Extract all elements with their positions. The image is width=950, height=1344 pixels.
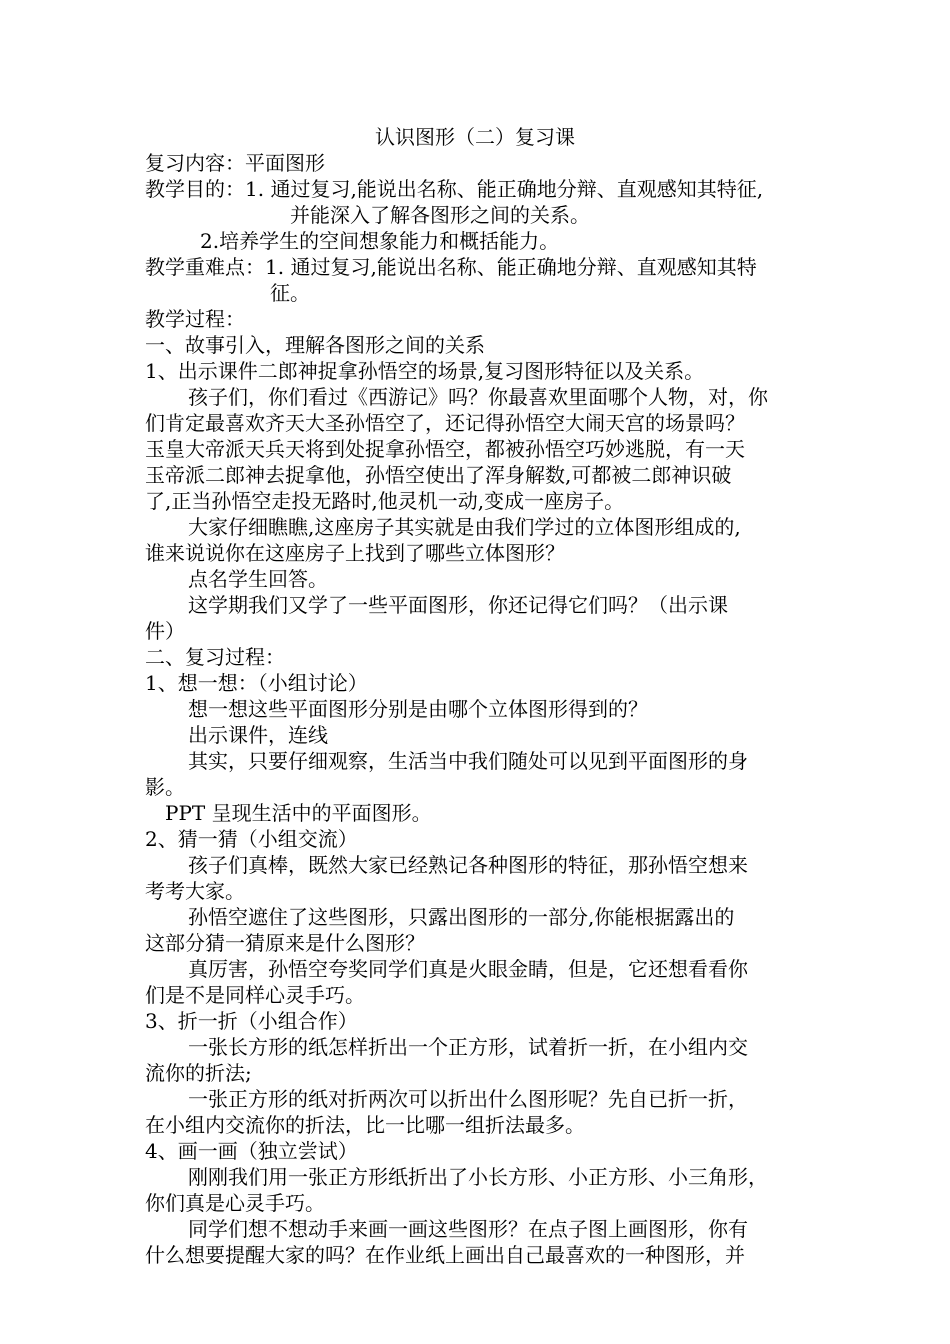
paragraph-line: 们是不是同样心灵手巧。 xyxy=(145,983,365,1007)
paragraph-line: 件） xyxy=(145,619,185,643)
paragraph-line: 们肯定最喜欢齐天大圣孙悟空了，还记得孙悟空大闹天宫的场景吗？ xyxy=(145,411,745,435)
paragraph-line: 玉帝派二郎神去捉拿他，孙悟空使出了浑身解数,可都被二郎神识破 xyxy=(145,463,732,487)
paragraph-line: 想一想这些平面图形分别是由哪个立体图形得到的？ xyxy=(188,697,648,721)
paragraph-line: 其实，只要仔细观察，生活当中我们随处可以见到平面图形的身 xyxy=(188,749,748,773)
paragraph-line: 刚刚我们用一张正方形纸折出了小长方形、小正方形、小三角形， xyxy=(188,1165,768,1189)
paragraph-line: 孙悟空遮住了这些图形，只露出图形的一部分,你能根据露出的 xyxy=(188,905,735,929)
teaching-goal-continued: 并能深入了解各图形之间的关系。 xyxy=(290,203,590,227)
section-1-heading: 一、故事引入，理解各图形之间的关系 xyxy=(145,333,485,357)
subsection-heading: 4、画一画（独立尝试） xyxy=(145,1139,358,1163)
paragraph-line: 点名学生回答。 xyxy=(188,567,328,591)
paragraph-line: 同学们想不想动手来画一画这些图形？在点子图上画图形，你有 xyxy=(188,1217,748,1241)
paragraph-line: 影。 xyxy=(145,775,185,799)
key-difficulty-continued: 征。 xyxy=(270,281,310,305)
document-title: 认识图形（二）复习课 xyxy=(375,125,575,149)
paragraph-line: 谁来说说你在这座房子上找到了哪些立体图形？ xyxy=(145,541,565,565)
paragraph-line: 一张长方形的纸怎样折出一个正方形，试着折一折，在小组内交 xyxy=(188,1035,748,1059)
paragraph-line: 孩子们真棒，既然大家已经熟记各种图形的特征，那孙悟空想来 xyxy=(188,853,748,877)
section-2-heading: 二、复习过程： xyxy=(145,645,285,669)
paragraph-line: 考考大家。 xyxy=(145,879,245,903)
paragraph-line: 大家仔细瞧瞧,这座房子其实就是由我们学过的立体图形组成的, xyxy=(188,515,741,539)
teaching-process-heading: 教学过程： xyxy=(145,307,245,331)
paragraph-line: 了,正当孙悟空走投无路时,他灵机一动,变成一座房子。 xyxy=(145,489,625,513)
paragraph-line: 出示课件，连线 xyxy=(188,723,328,747)
subsection-heading: 2、猜一猜（小组交流） xyxy=(145,827,358,851)
paragraph-line: 孩子们，你们看过《西游记》吗？你最喜欢里面哪个人物，对，你 xyxy=(188,385,768,409)
paragraph-line: 你们真是心灵手巧。 xyxy=(145,1191,325,1215)
teaching-goal-line: 教学目的：1. 通过复习,能说出名称、能正确地分辩、直观感知其特征, xyxy=(145,177,764,201)
paragraph-line: 1、出示课件二郎神捉拿孙悟空的场景,复习图形特征以及关系。 xyxy=(145,359,705,383)
paragraph-line: 这学期我们又学了一些平面图形，你还记得它们吗？（出示课 xyxy=(188,593,728,617)
review-content-line: 复习内容：平面图形 xyxy=(145,151,325,175)
key-difficulty-line: 教学重难点：1. 通过复习,能说出名称、能正确地分辩、直观感知其特 xyxy=(145,255,757,279)
paragraph-line: 流你的折法; xyxy=(145,1061,252,1085)
paragraph-line: 真厉害，孙悟空夸奖同学们真是火眼金睛，但是，它还想看看你 xyxy=(188,957,748,981)
paragraph-line: 一张正方形的纸对折两次可以折出什么图形呢？先自已折一折， xyxy=(188,1087,748,1111)
paragraph-line: 在小组内交流你的折法，比一比哪一组折法最多。 xyxy=(145,1113,585,1137)
paragraph-line: PPT 呈现生活中的平面图形。 xyxy=(165,801,432,825)
paragraph-line: 什么想要提醒大家的吗？在作业纸上画出自己最喜欢的一种图形，并 xyxy=(145,1243,745,1267)
teaching-goal-2: 2.培养学生的空间想象能力和概括能力。 xyxy=(200,229,560,253)
subsection-heading: 1、想一想：（小组讨论） xyxy=(145,671,368,695)
subsection-heading: 3、折一折（小组合作） xyxy=(145,1009,358,1033)
paragraph-line: 玉皇大帝派天兵天将到处捉拿孙悟空，都被孙悟空巧妙逃脱，有一天 xyxy=(145,437,745,461)
paragraph-line: 这部分猜一猜原来是什么图形？ xyxy=(145,931,425,955)
